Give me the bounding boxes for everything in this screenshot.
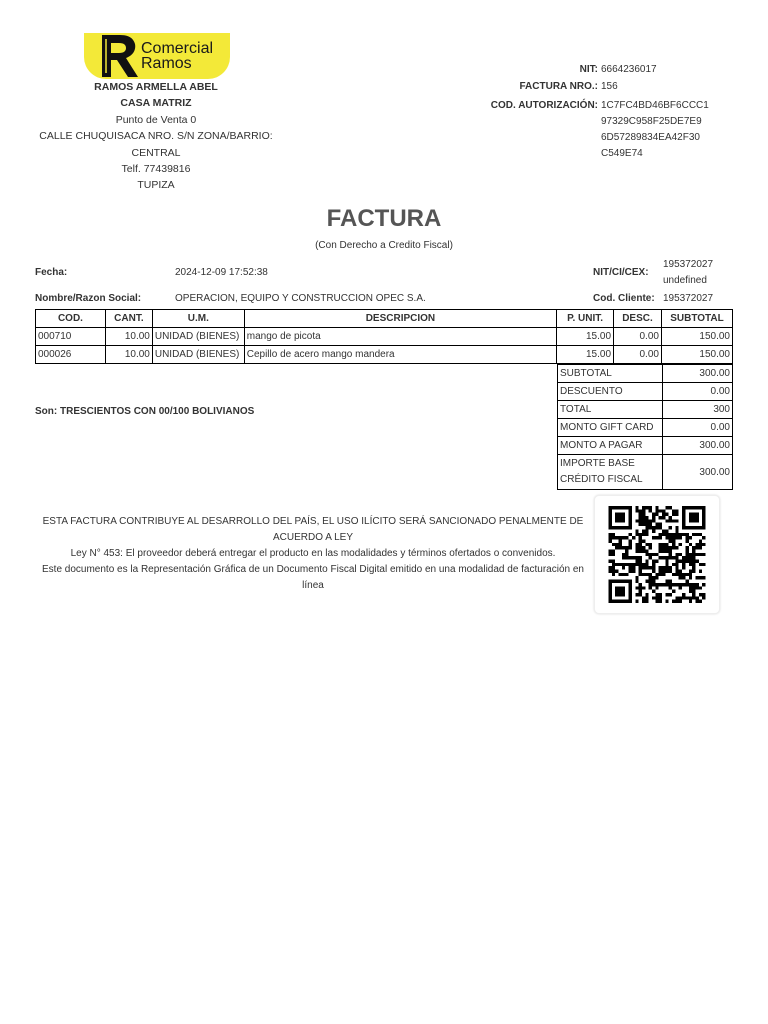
totals-label: TOTAL: [558, 401, 663, 419]
item-code: 000710: [36, 328, 106, 346]
invoice-number-label: FACTURA NRO.:: [519, 81, 598, 92]
item-discount: 0.00: [614, 328, 662, 346]
qr-code-icon: [607, 506, 707, 603]
client-nit-label: NIT/CI/CEX:: [593, 267, 649, 278]
totals-label: MONTO GIFT CARD: [558, 419, 663, 437]
issuer-phone: Telf. 77439816: [121, 163, 191, 176]
issuer-city: TUPIZA: [137, 179, 175, 192]
nit-value: 6664236017: [601, 64, 657, 75]
item-description: Cepillo de acero mango mandera: [244, 346, 556, 364]
item-description: mango de picota: [244, 328, 556, 346]
table-row: [36, 328, 733, 346]
auth-code-line: 6D57289834EA42F30: [601, 132, 700, 143]
col-header-unit: U.M.: [152, 310, 244, 328]
totals-label: MONTO A PAGAR: [558, 437, 663, 455]
client-name-label: Nombre/Razon Social:: [35, 293, 142, 304]
item-quantity: 10.00: [105, 346, 152, 364]
auth-code-value: [601, 98, 721, 162]
client-code-value: 195372027: [663, 293, 714, 304]
issuer-info: [30, 79, 282, 194]
issuer-pos: Punto de Venta 0: [115, 113, 197, 126]
document-subtitle: (Con Derecho a Credito Fiscal): [315, 240, 453, 251]
totals-value: 300.00: [663, 455, 733, 490]
col-header-unit-price: P. UNIT.: [557, 310, 614, 328]
issuer-address-line2: CENTRAL: [131, 146, 181, 159]
legal-line-1: ESTA FACTURA CONTRIBUYE AL DESARROLLO DEL PAÍS, EL USO ILÍCITO SERÁ SANCIONADO PENALMENTE DE ACUERDO A LEY: [42, 516, 584, 543]
totals-label: SUBTOTAL: [558, 365, 663, 383]
col-header-subtotal: SUBTOTAL: [661, 310, 732, 328]
items-header-row: [36, 310, 733, 328]
client-nit-extra: undefined: [663, 275, 707, 286]
totals-value: 0.00: [663, 383, 733, 401]
logo-r-icon: [84, 33, 144, 79]
item-quantity: 10.00: [105, 328, 152, 346]
totals-row-amount-due: [558, 437, 733, 455]
legal-line-2: Ley N° 453: El proveedor deberá entregar el producto en las modalidades y términos ofertados o convenidos.: [70, 548, 556, 559]
totals-value: 0.00: [663, 419, 733, 437]
client-name-value: OPERACION, EQUIPO Y CONSTRUCCION OPEC S.A.: [175, 293, 426, 304]
item-discount: 0.00: [614, 346, 662, 364]
item-subtotal: 150.00: [661, 346, 732, 364]
totals-value: 300.00: [663, 437, 733, 455]
totals-row-gift-card: [558, 419, 733, 437]
totals-row-subtotal: [558, 365, 733, 383]
totals-label: IMPORTE BASE CRÉDITO FISCAL: [558, 455, 663, 490]
auth-code-line: 97329C958F25DE7E9: [601, 116, 702, 127]
col-header-description: DESCRIPCION: [244, 310, 556, 328]
auth-code-line: 1C7FC4BD46BF6CCC1: [601, 100, 709, 111]
client-nit-value: 195372027: [663, 259, 714, 270]
auth-code-label: COD. AUTORIZACIÓN:: [490, 100, 598, 111]
date-label: Fecha:: [35, 267, 68, 278]
item-code: 000026: [36, 346, 106, 364]
item-unit-price: 15.00: [557, 346, 614, 364]
item-unit-price: 15.00: [557, 328, 614, 346]
date-value: 2024-12-09 17:52:38: [175, 267, 268, 278]
client-code-label: Cod. Cliente:: [593, 293, 655, 304]
totals-label: DESCUENTO: [558, 383, 663, 401]
logo-text: [141, 41, 213, 71]
col-header-code: COD.: [36, 310, 106, 328]
issuer-branch: CASA MATRIZ: [120, 97, 192, 110]
totals-row-discount: [558, 383, 733, 401]
col-header-discount: DESC.: [614, 310, 662, 328]
issuer-address-line1: CALLE CHUQUISACA NRO. S/N ZONA/BARRIO:: [39, 130, 273, 143]
qr-code-card: [594, 495, 720, 614]
col-header-quantity: CANT.: [105, 310, 152, 328]
logo-line1: Comercial: [141, 40, 214, 57]
invoice-number-value: 156: [601, 81, 618, 92]
legal-footer: [35, 514, 591, 594]
document-title: FACTURA: [326, 205, 442, 232]
totals-table: [557, 364, 733, 490]
nit-label: NIT:: [579, 64, 598, 75]
item-subtotal: 150.00: [661, 328, 732, 346]
company-logo: [84, 33, 230, 79]
item-unit: UNIDAD (BIENES): [152, 328, 244, 346]
issuer-name: RAMOS ARMELLA ABEL: [94, 81, 218, 93]
amount-in-words: Son: TRESCIENTOS CON 00/100 BOLIVIANOS: [35, 406, 255, 417]
items-table: [35, 309, 733, 364]
totals-row-total: [558, 401, 733, 419]
totals-value: 300: [663, 401, 733, 419]
totals-value: 300.00: [663, 365, 733, 383]
legal-line-3: Este documento es la Representación Gráfica de un Documento Fiscal Digital emitido en una modalidad de facturación en línea: [42, 564, 584, 591]
table-row: [36, 346, 733, 364]
totals-row-tax-base: [558, 455, 733, 490]
logo-line2: Ramos: [141, 55, 192, 72]
item-unit: UNIDAD (BIENES): [152, 346, 244, 364]
auth-code-line: C549E74: [601, 148, 643, 159]
